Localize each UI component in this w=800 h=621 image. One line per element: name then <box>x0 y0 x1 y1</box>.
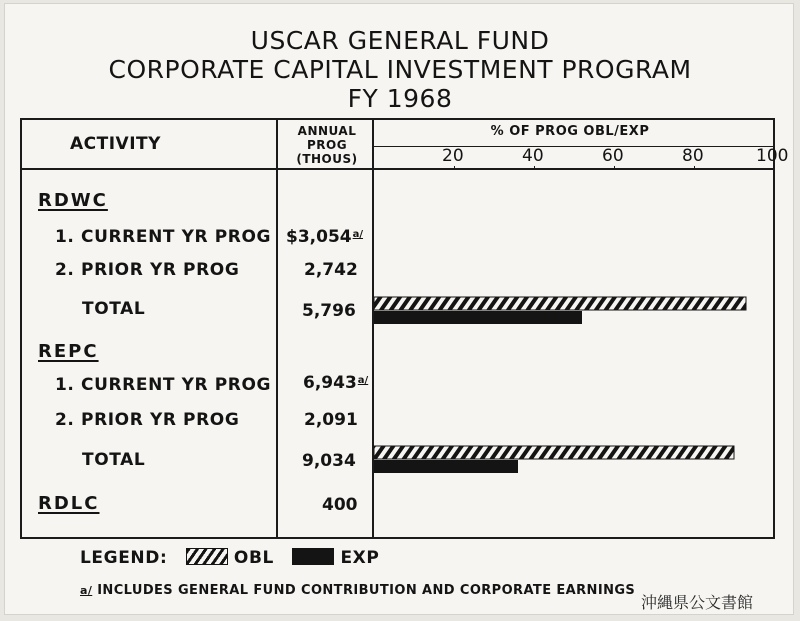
x-tick-mark <box>694 166 695 170</box>
x-tick-label: 100 <box>756 146 789 166</box>
legend <box>80 548 379 568</box>
footnote-marker: a/ <box>357 375 369 386</box>
repc-prior-label: 2. PRIOR YR PROG <box>55 410 240 430</box>
section-rdlc-label: RDLC <box>38 493 100 514</box>
repc-total-label: TOTAL <box>82 450 146 470</box>
x-tick-label: 20 <box>442 146 464 166</box>
footnote-mark: a/ <box>80 584 93 597</box>
rdlc-value: 400 <box>322 495 358 515</box>
title-line-1: USCAR GENERAL FUND <box>250 26 550 55</box>
rdwc-prior-value: 2,742 <box>304 260 358 280</box>
header-annual-line3: (THOUS) <box>296 152 358 166</box>
chart-title <box>0 26 800 113</box>
footnote <box>80 583 635 598</box>
column-divider-1 <box>276 118 278 539</box>
repc-prior-value: 2,091 <box>304 410 358 430</box>
rdwc-total-value: 5,796 <box>302 301 356 321</box>
archive-stamp: 沖縄県公文書館 <box>641 593 754 612</box>
x-tick-mark <box>614 166 615 170</box>
header-pct-prog: % OF PROG OBL/EXP <box>490 124 650 139</box>
x-tick-label: 40 <box>522 146 544 166</box>
legend-label-exp: EXP <box>340 548 380 568</box>
repc-current-label: 1. CURRENT YR PROG <box>55 375 272 395</box>
rdwc-current-label: 1. CURRENT YR PROG <box>55 227 272 247</box>
title-line-2: CORPORATE CAPITAL INVESTMENT PROGRAM <box>108 55 692 84</box>
table-frame <box>20 118 775 539</box>
legend-title: LEGEND: <box>80 548 168 568</box>
header-activity: ACTIVITY <box>70 134 161 154</box>
rdwc-prior-label: 2. PRIOR YR PROG <box>55 260 240 280</box>
section-rdwc-label: RDWC <box>38 190 108 211</box>
header-annual-line2: PROG <box>306 138 348 152</box>
x-tick-mark <box>774 166 775 170</box>
x-tick-label: 60 <box>602 146 624 166</box>
footnote-text: INCLUDES GENERAL FUND CONTRIBUTION AND CORPORATE EARNINGS <box>97 583 636 598</box>
rdwc-current-amount: $3,054 <box>286 227 352 247</box>
column-divider-2 <box>372 118 374 539</box>
rdwc-total-label: TOTAL <box>82 299 146 319</box>
section-repc-label: REPC <box>38 341 99 362</box>
x-tick-mark <box>534 166 535 170</box>
title-line-3: FY 1968 <box>347 84 453 113</box>
legend-swatch-exp <box>292 548 334 565</box>
repc-current-amount: 6,943 <box>303 373 357 393</box>
x-tick-mark <box>454 166 455 170</box>
legend-swatch-obl <box>186 548 228 565</box>
repc-current-value <box>303 373 368 393</box>
rdwc-current-value <box>286 227 363 247</box>
header-annual-prog <box>282 124 372 166</box>
legend-label-obl: OBL <box>233 548 274 568</box>
footnote-marker: a/ <box>352 229 364 240</box>
header-annual-line1: ANNUAL <box>297 124 357 138</box>
pct-header-rule <box>374 146 775 147</box>
x-tick-label: 80 <box>682 146 704 166</box>
header-divider <box>20 168 775 170</box>
repc-total-value: 9,034 <box>302 451 356 471</box>
